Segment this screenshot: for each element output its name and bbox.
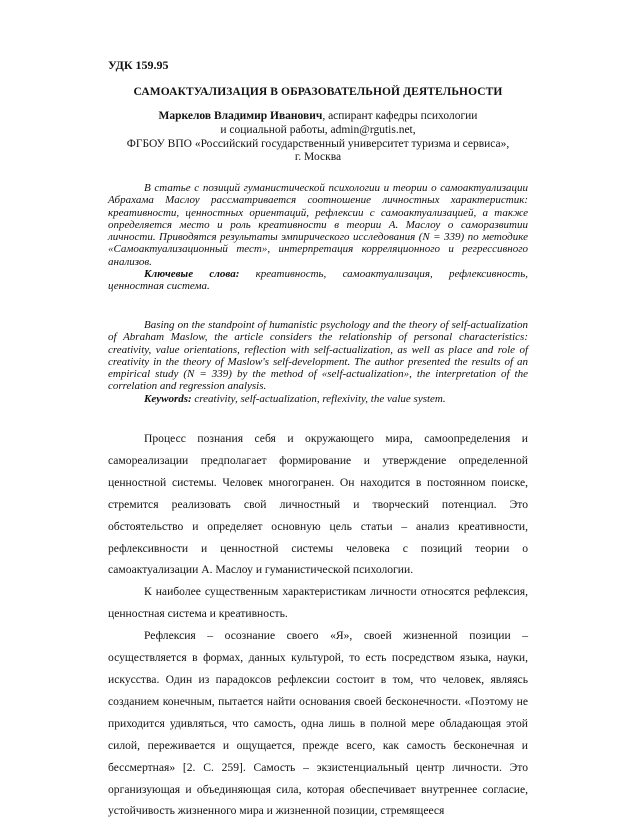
author-university: ФГБОУ ВПО «Российский государственный университет туризма и сервиса», <box>126 137 510 150</box>
body-paragraph: Процесс познания себя и окружающего мира, самоопределения и самореализации предполагает формирование и утверждение определенной ценностной системы. Человек многогранен. Он находится в постоянном поиске, стремится реализовать свой личностный и творческий потенциал. Это обстоятельство и определяет основную цель статьи – анализ креативности, рефлексивности и ценностной системы человека с позиций теории о самоактуализации А. Маслоу и гуманистической психологии. <box>108 432 528 577</box>
abstract-ru-text: В статье с позиций гуманистической психологии и теории о самоактуализации Абрахама Маслоу рассматривается соотношение личностных характеристик: креативности, ценностных ориентаций, рефлексии с самоактуализацией, а также определяется место и роль креативности в теории А. Маслоу о саморазвитии личности. Приводятся результаты эмпирического исследования (N = 339) по методике «Самоактуализационный тест», интерпретация корреляционного и регрессивного анализов. <box>108 182 528 268</box>
abstract-english <box>108 319 528 405</box>
keywords-en <box>108 393 528 405</box>
body-text <box>108 428 528 822</box>
keywords-ru <box>108 268 528 293</box>
body-paragraph: К наиболее существенным характеристикам личности относятся рефлексия, ценностная система и креативность. <box>108 585 528 621</box>
keywords-en-label: Keywords: <box>144 392 192 405</box>
udk-code: УДК 159.95 <box>108 58 169 72</box>
author-line <box>108 110 528 124</box>
abstract-en-text: Basing on the standpoint of humanistic psychology and the theory of self-actualization of Abraham Maslow, the article considers the relationship of personal characteristics: creativity, value orientations, reflection with self-actualization, as well as place and role of creativity in the theory of Maslow's self-development. The author presented the results of an empirical study (N = 339) by the method of «self-actualization», the interpretation of the correlation and regression analysis. <box>108 319 528 393</box>
paper-title: САМОАКТУАЛИЗАЦИЯ В ОБРАЗОВАТЕЛЬНОЙ ДЕЯТЕЛЬНОСТИ <box>133 86 503 98</box>
author-department: и социальной работы, admin@rgutis.net, <box>220 123 416 136</box>
author-city: г. Москва <box>294 151 342 164</box>
abstract-russian <box>108 182 528 293</box>
body-paragraph: Рефлексия – осознание своего «Я», своей жизненной позиции – осуществляется в формах, данных культурой, то есть посредством языка, науки, искусства. Один из парадоксов рефлексии состоит в том, что человек, являясь созданием конечным, пытается найти основания своей бесконечности. «Поэтому не приходится удивляться, что самость, одна лишь в полной мере обладающая этой силой, переживается и ощущается, прежде всего, как самость бесконечная и бессмертная» [2. С. 259]. Самость – экзистенциальный центр личности. Это организующая и объединяющая сила, которая обеспечивает внутреннее согласие, устойчивость жизненного мира и жизненной позиции, стремящееся <box>108 629 528 818</box>
keywords-ru-label: Ключевые слова: <box>144 268 240 281</box>
author-position: , аспирант кафедры психологии <box>322 110 478 122</box>
author-name: Маркелов Владимир Иванович <box>158 110 323 122</box>
keywords-ru-list: креативность, самоактуализация, рефлексивность, ценностная система. <box>108 268 528 293</box>
keywords-en-list: creativity, self-actualization, reflexivity, the value system. <box>191 392 446 405</box>
author-block <box>108 110 528 165</box>
